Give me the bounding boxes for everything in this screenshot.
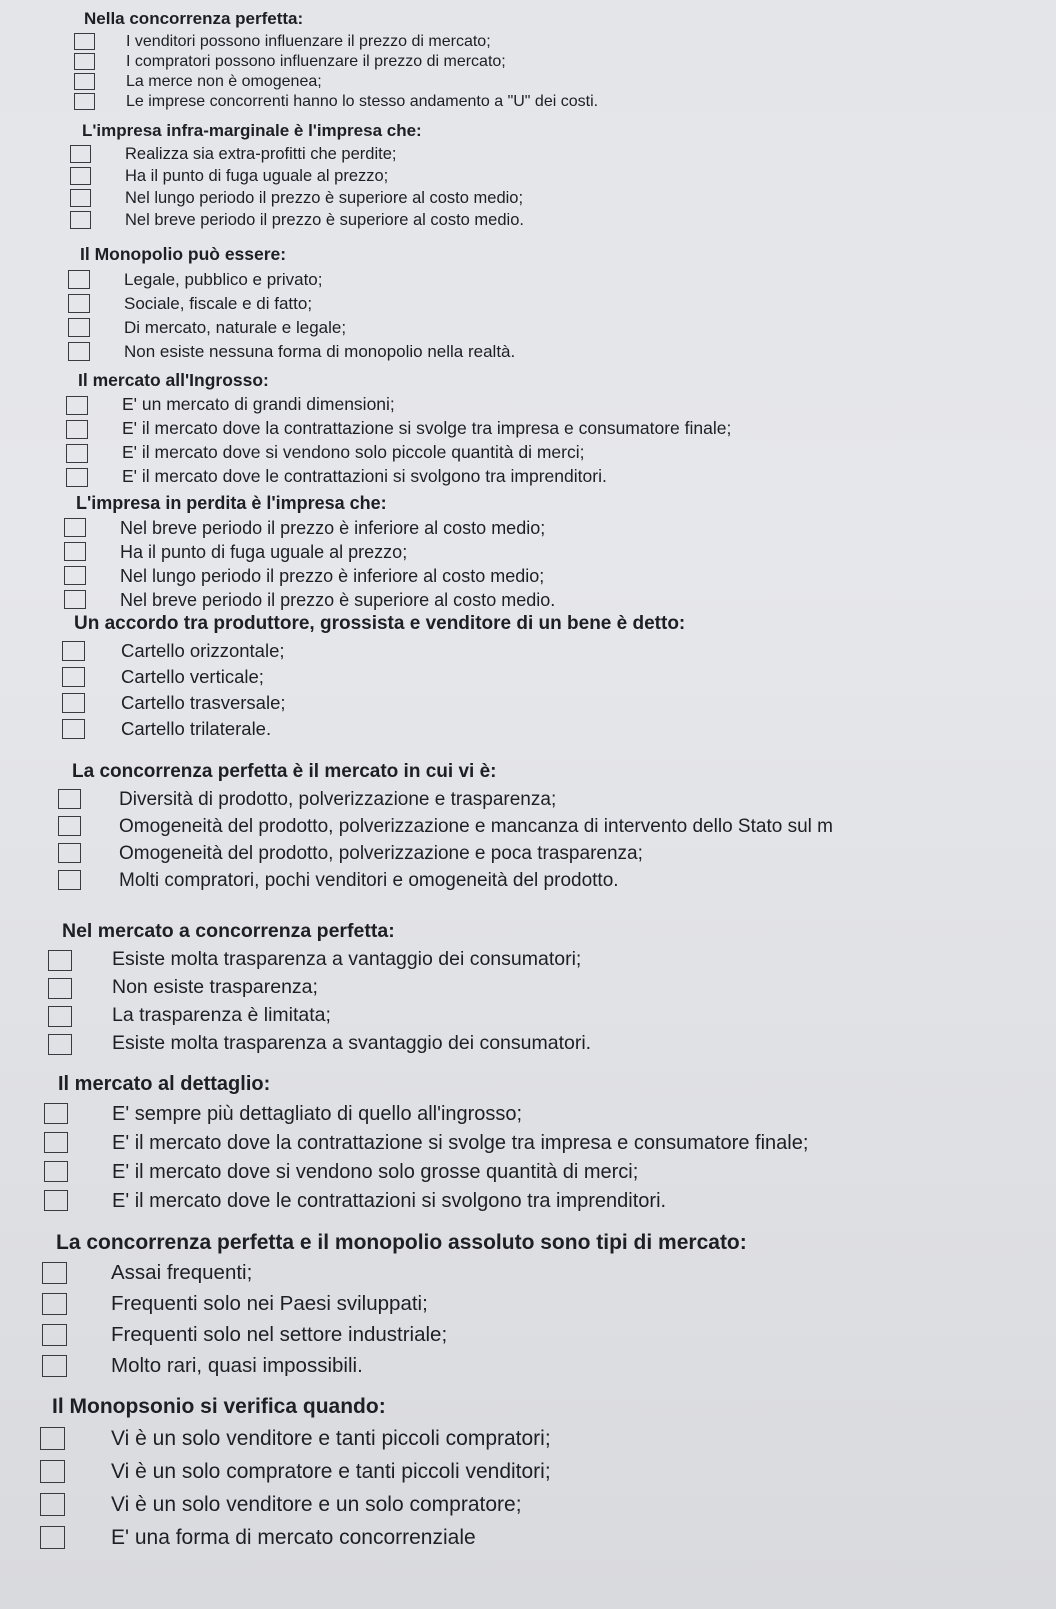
option-text: Cartello trasversale; (121, 691, 286, 713)
checkbox[interactable] (42, 1262, 67, 1284)
answer-option[interactable] (44, 1161, 808, 1182)
option-text: Vi è un solo compratore e tanti piccoli venditori; (111, 1460, 551, 1483)
option-text: Esiste molta trasparenza a svantaggio dei consumatori. (112, 1032, 592, 1055)
checkbox[interactable] (58, 843, 81, 863)
option-text: La trasparenza è limitata; (112, 1004, 331, 1027)
answer-option[interactable] (70, 145, 524, 163)
checkbox[interactable] (68, 318, 90, 337)
question-title: Un accordo tra produttore, grossista e venditore di un bene è detto: (74, 613, 686, 634)
question-11 (52, 1396, 551, 1559)
option-text: E' il mercato dove si vendono solo piccole quantità di merci; (122, 442, 585, 463)
checkbox[interactable] (48, 1006, 72, 1027)
answer-option[interactable] (68, 294, 515, 313)
option-text: Cartello verticale; (121, 665, 264, 687)
checkbox[interactable] (70, 167, 91, 185)
checkbox[interactable] (74, 53, 95, 70)
answer-option[interactable] (42, 1355, 747, 1377)
question-title: La concorrenza perfetta e il monopolio assoluto sono tipi di mercato: (56, 1231, 747, 1254)
option-text: E' una forma di mercato concorrenziale (111, 1526, 476, 1549)
checkbox[interactable] (42, 1324, 67, 1346)
answer-option[interactable] (62, 667, 685, 687)
question-10 (56, 1232, 747, 1386)
checkbox[interactable] (48, 978, 72, 999)
question-title: L'impresa in perdita è l'impresa che: (76, 493, 387, 513)
checkbox[interactable] (62, 667, 85, 687)
checkbox[interactable] (44, 1132, 68, 1153)
option-text: Diversità di prodotto, polverizzazione e trasparenza; (119, 788, 557, 810)
option-text: E' sempre più dettagliato di quello all'ingrosso; (112, 1102, 523, 1125)
option-text: Nel breve periodo il prezzo è inferiore al costo medio; (120, 517, 546, 538)
option-text: E' il mercato dove le contrattazioni si svolgono tra imprenditori. (112, 1189, 667, 1212)
checkbox[interactable] (44, 1161, 68, 1182)
checkbox[interactable] (62, 693, 85, 713)
answer-option[interactable] (74, 33, 598, 50)
answer-option[interactable] (74, 53, 598, 70)
option-text: Nel lungo periodo il prezzo è superiore al costo medio; (125, 188, 524, 207)
answer-option[interactable] (68, 318, 515, 337)
option-text: Nel lungo periodo il prezzo è inferiore al costo medio; (120, 565, 545, 586)
checkbox[interactable] (58, 870, 81, 890)
checkbox[interactable] (44, 1190, 68, 1211)
checkbox[interactable] (62, 719, 85, 739)
option-text: Nel breve periodo il prezzo è superiore al costo medio. (120, 589, 556, 610)
question-title: L'impresa infra-marginale è l'impresa che: (82, 121, 422, 140)
question-1 (84, 10, 598, 113)
answer-option[interactable] (44, 1190, 808, 1211)
option-text: Di mercato, naturale e legale; (124, 317, 347, 337)
option-text: E' un mercato di grandi dimensioni; (122, 394, 395, 415)
question-5 (76, 494, 555, 614)
checkbox[interactable] (68, 342, 90, 361)
answer-option[interactable] (40, 1460, 551, 1483)
checkbox[interactable] (66, 444, 88, 463)
checkbox[interactable] (48, 950, 72, 971)
option-text: E' il mercato dove si vendono solo grosse quantità di merci; (112, 1160, 639, 1183)
checkbox[interactable] (74, 33, 95, 50)
answer-option[interactable] (62, 693, 685, 713)
checkbox[interactable] (68, 294, 90, 313)
answer-option[interactable] (44, 1132, 808, 1153)
question-title: Il Monopolio può essere: (80, 244, 287, 264)
answer-option[interactable] (70, 189, 524, 207)
question-2 (82, 122, 524, 233)
option-text: E' il mercato dove la contrattazione si svolge tra impresa e consumatore finale; (112, 1131, 809, 1154)
answer-option[interactable] (74, 93, 598, 110)
answer-option[interactable] (64, 566, 555, 585)
answer-option[interactable] (58, 843, 833, 863)
option-text: Omogeneità del prodotto, polverizzazione e mancanza di intervento dello Stato sul m (119, 815, 833, 837)
option-text: Nel breve periodo il prezzo è superiore al costo medio. (125, 210, 524, 229)
option-text: Frequenti solo nei Paesi sviluppati; (111, 1291, 428, 1315)
answer-option[interactable] (64, 542, 555, 561)
question-8 (62, 922, 591, 1062)
checkbox[interactable] (40, 1493, 65, 1516)
option-text: Non esiste trasparenza; (112, 976, 318, 999)
answer-option[interactable] (40, 1526, 551, 1549)
question-title: Il mercato al dettaglio: (58, 1073, 271, 1095)
checkbox[interactable] (64, 566, 86, 585)
answer-option[interactable] (70, 211, 524, 229)
option-text: Frequenti solo nel settore industriale; (111, 1322, 448, 1346)
option-text: E' il mercato dove la contrattazione si svolge tra impresa e consumatore finale; (122, 418, 732, 439)
checkbox[interactable] (58, 816, 81, 836)
checkbox[interactable] (64, 542, 86, 561)
checkbox[interactable] (68, 270, 90, 289)
answer-option[interactable] (58, 789, 833, 809)
option-text: Cartello trilaterale. (121, 717, 272, 739)
question-4 (78, 372, 731, 492)
checkbox[interactable] (40, 1526, 65, 1549)
answer-option[interactable] (62, 719, 685, 739)
answer-option[interactable] (64, 518, 555, 537)
question-title: Il mercato all'Ingrosso: (78, 370, 269, 390)
question-3 (80, 246, 515, 366)
answer-option[interactable] (42, 1293, 747, 1315)
checkbox[interactable] (66, 396, 88, 415)
answer-option[interactable] (66, 396, 731, 415)
checkbox[interactable] (74, 93, 95, 110)
checkbox[interactable] (70, 145, 91, 163)
answer-option[interactable] (40, 1427, 551, 1450)
answer-option[interactable] (42, 1262, 747, 1284)
answer-option[interactable] (74, 73, 598, 90)
checkbox[interactable] (66, 420, 88, 439)
option-text: Non esiste nessuna forma di monopolio nella realtà. (124, 341, 516, 361)
question-7 (72, 762, 833, 897)
option-text: Le imprese concorrenti hanno lo stesso andamento a "U" dei costi. (126, 92, 599, 110)
answer-option[interactable] (40, 1493, 551, 1516)
answer-option[interactable] (64, 590, 555, 609)
option-text: Molto rari, quasi impossibili. (111, 1353, 363, 1377)
checkbox[interactable] (74, 73, 95, 90)
question-title: La concorrenza perfetta è il mercato in cui vi è: (72, 761, 497, 782)
answer-option[interactable] (68, 342, 515, 361)
checkbox[interactable] (64, 590, 86, 609)
option-text: I compratori possono influenzare il prezzo di mercato; (126, 52, 506, 70)
option-text: Legale, pubblico e privato; (124, 269, 323, 289)
option-text: Ha il punto di fuga uguale al prezzo; (125, 166, 389, 185)
option-text: Assai frequenti; (111, 1260, 253, 1284)
option-text: La merce non è omogenea; (126, 72, 322, 90)
option-text: Realizza sia extra-profitti che perdite; (125, 144, 397, 163)
checkbox[interactable] (42, 1355, 67, 1377)
option-text: I venditori possono influenzare il prezzo di mercato; (126, 32, 491, 50)
option-text: Omogeneità del prodotto, polverizzazione e poca trasparenza; (119, 842, 643, 864)
option-text: Ha il punto di fuga uguale al prezzo; (120, 541, 408, 562)
answer-option[interactable] (48, 950, 591, 971)
option-text: Esiste molta trasparenza a vantaggio dei consumatori; (112, 948, 582, 971)
option-text: Molti compratori, pochi venditori e omogeneità del prodotto. (119, 869, 619, 891)
checkbox[interactable] (44, 1103, 68, 1124)
answer-option[interactable] (70, 167, 524, 185)
checkbox[interactable] (40, 1460, 65, 1483)
answer-option[interactable] (66, 468, 731, 487)
checkbox[interactable] (40, 1427, 65, 1450)
option-text: Vi è un solo venditore e tanti piccoli compratori; (111, 1427, 551, 1450)
checkbox[interactable] (48, 1034, 72, 1055)
option-text: Sociale, fiscale e di fatto; (124, 293, 313, 313)
question-title: Nel mercato a concorrenza perfetta: (62, 920, 395, 942)
question-title: Il Monopsonio si verifica quando: (52, 1395, 386, 1418)
answer-option[interactable] (68, 270, 515, 289)
option-text: Cartello orizzontale; (121, 639, 285, 661)
checkbox[interactable] (64, 518, 86, 537)
answer-option[interactable] (62, 641, 685, 661)
checkbox[interactable] (70, 211, 91, 229)
option-text: E' il mercato dove le contrattazioni si svolgono tra imprenditori. (122, 466, 607, 487)
question-6 (74, 614, 685, 745)
answer-option[interactable] (58, 870, 833, 890)
option-text: Vi è un solo venditore e un solo compratore; (111, 1493, 522, 1516)
answer-option[interactable] (48, 978, 591, 999)
answer-option[interactable] (48, 1006, 591, 1027)
question-title: Nella concorrenza perfetta: (84, 9, 304, 28)
answer-option[interactable] (44, 1103, 808, 1124)
checkbox[interactable] (42, 1293, 67, 1315)
checkbox[interactable] (62, 641, 85, 661)
checkbox[interactable] (70, 189, 91, 207)
answer-option[interactable] (42, 1324, 747, 1346)
checkbox[interactable] (58, 789, 81, 809)
question-9 (58, 1074, 808, 1219)
answer-option[interactable] (48, 1034, 591, 1055)
answer-option[interactable] (66, 444, 731, 463)
answer-option[interactable] (58, 816, 833, 836)
checkbox[interactable] (66, 468, 88, 487)
answer-option[interactable] (66, 420, 731, 439)
